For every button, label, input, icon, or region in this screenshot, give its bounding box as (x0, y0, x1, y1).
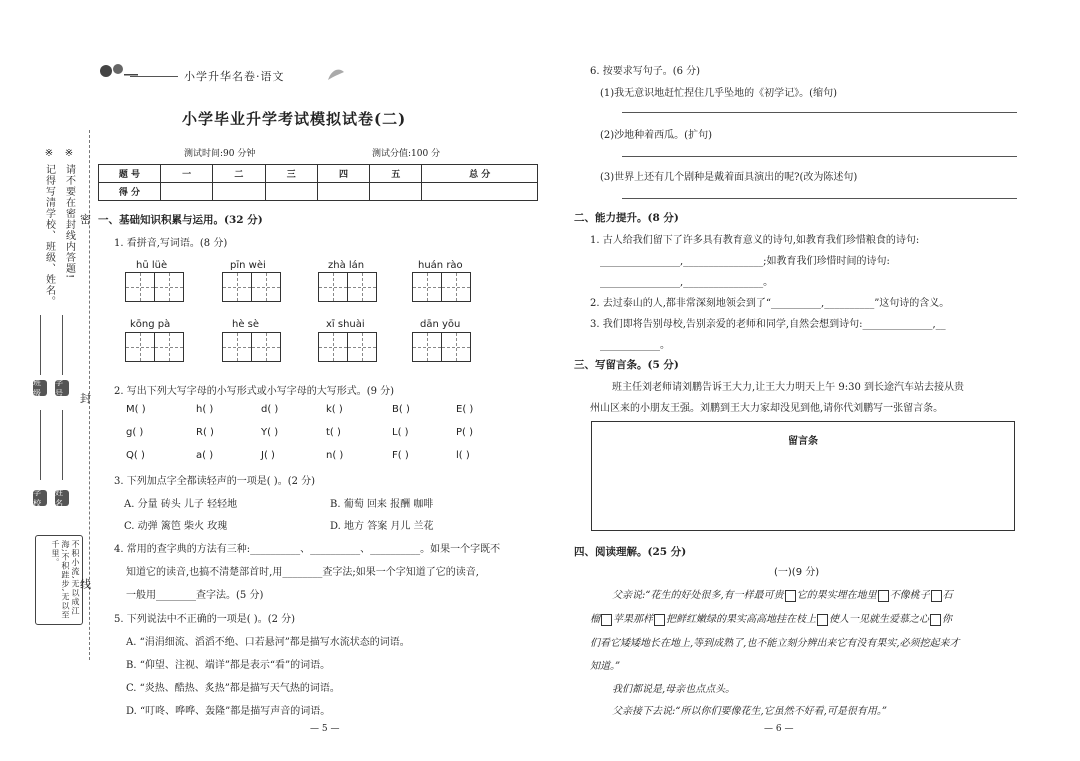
letter-blank[interactable]: n( ) (326, 450, 344, 461)
option-b[interactable]: B. “仰望、注视、端详”都是表示“看”的词语。 (126, 660, 331, 671)
score-table (98, 164, 538, 201)
margin-notice-2: ※ 记得写清学校、班级、姓名。 (43, 148, 55, 308)
logo-icon (98, 62, 138, 80)
field-line (62, 315, 63, 375)
reading-text: 你 (942, 614, 952, 625)
punct-box[interactable] (785, 590, 796, 602)
letter-blank[interactable]: l( ) (456, 450, 470, 461)
ability-q1-cont: ________________,________________。 (600, 277, 774, 288)
score-header-cell: 五 (370, 165, 422, 183)
score-header-cell: 总 分 (422, 165, 538, 183)
brand-title: 小学升华名卷·语文 (184, 70, 285, 83)
pinyin: huán rào (418, 260, 463, 271)
writing-grid[interactable] (318, 272, 348, 302)
question-4-cont: 一般用________查字法。(5 分) (126, 590, 264, 601)
pinyin: zhà lán (328, 260, 365, 271)
letter-blank[interactable]: h( ) (196, 404, 214, 415)
answer-line[interactable] (622, 112, 1017, 113)
writing-grid[interactable] (412, 272, 442, 302)
writing-grid[interactable] (222, 332, 252, 362)
option-d[interactable]: D. “叮咚、哗哗、轰隆”都是描写声音的词语。 (126, 706, 331, 717)
leaf-icon (326, 66, 346, 85)
score-header-cell: 二 (213, 165, 265, 183)
score-cell[interactable] (213, 183, 265, 201)
reading-text: 父亲说:“花生的好处很多,有一样最可贵 (612, 590, 784, 601)
reading-text: 石 (942, 590, 953, 601)
answer-line[interactable] (622, 198, 1017, 199)
exam-title: 小学毕业升学考试模拟试卷(二) (182, 110, 407, 128)
message-box-title: 留言条 (788, 436, 818, 447)
letter-blank[interactable]: J( ) (261, 450, 275, 461)
page-number: — 5 — (310, 724, 340, 734)
writing-grid[interactable] (347, 272, 377, 302)
seal-char: 线 (80, 578, 91, 591)
ability-q1-cont: ________________,________________;如教育我们珍惜时间的诗句: (600, 256, 890, 267)
letter-blank[interactable]: L( ) (392, 427, 409, 438)
writing-grid[interactable] (154, 332, 184, 362)
writing-grid[interactable] (347, 332, 377, 362)
answer-line[interactable] (622, 156, 1017, 157)
letter-blank[interactable]: B( ) (392, 404, 410, 415)
option-c[interactable]: C. 动弹 篱笆 柴火 玫瑰 (124, 521, 228, 532)
question-4: 4. 常用的查字典的方法有三种:__________、__________、__________。如果一个字既不 (114, 544, 501, 555)
question-1: 1. 看拼音,写词语。(8 分) (114, 238, 228, 249)
pinyin: dān yōu (420, 319, 461, 330)
section-2-heading: 二、能力提升。(8 分) (574, 212, 679, 224)
field-label-number: 学号 (55, 380, 69, 396)
page-number: — 6 — (764, 724, 794, 734)
letter-blank[interactable]: g( ) (126, 427, 144, 438)
field-line (62, 410, 63, 480)
reading-line: 知道。” (590, 661, 621, 672)
letter-blank[interactable]: E( ) (456, 404, 474, 415)
writing-grid[interactable] (251, 272, 281, 302)
writing-grid[interactable] (222, 272, 252, 302)
option-d[interactable]: D. 地方 答案 月儿 兰花 (330, 521, 434, 532)
ability-q3-cont: ____________。 (600, 340, 670, 351)
question-6-3: (3)世界上还有几个剧种是戴着面具演出的呢?(改为陈述句) (600, 172, 858, 183)
reading-text: 把鲜红嫩绿的果实高高地挂在枝上 (666, 614, 816, 625)
letter-blank[interactable]: P( ) (456, 427, 474, 438)
option-a[interactable]: A. “涓涓细流、滔滔不绝、口若悬河”都是描写水流状态的词语。 (126, 637, 410, 648)
field-label-class: 班级 (33, 380, 47, 396)
header-rule (130, 76, 178, 77)
question-6: 6. 按要求写句子。(6 分) (590, 66, 701, 77)
score-cell[interactable] (370, 183, 422, 201)
score-cell[interactable] (317, 183, 369, 201)
writing-grid[interactable] (125, 272, 155, 302)
punct-box[interactable] (817, 614, 828, 626)
seal-char: 密 (80, 213, 91, 226)
punct-box[interactable] (654, 614, 665, 626)
letter-blank[interactable]: Q( ) (126, 450, 145, 461)
pinyin: kōng pà (130, 319, 171, 330)
exam-time: 测试时间:90 分钟 (184, 149, 256, 159)
letter-blank[interactable]: a( ) (196, 450, 214, 461)
pinyin: hè sè (232, 319, 260, 330)
field-line (40, 315, 41, 375)
question-4-cont: 知道它的读音,也搞不清楚部首时,用________查字法;如果一个字知道了它的读音, (126, 567, 479, 578)
reading-line: 父亲接下去说:“所以你们要像花生,它虽然不好看,可是很有用。” (612, 706, 887, 717)
section-1-heading: 一、基础知识积累与运用。(32 分) (98, 214, 263, 226)
writing-grid[interactable] (441, 332, 471, 362)
seal-char: 封 (80, 392, 91, 405)
option-a[interactable]: A. 分量 砖头 儿子 轻轻地 (124, 499, 238, 510)
score-row-label: 得 分 (99, 183, 161, 201)
motto-box: 不积小流,无以成江海;不积跬步,无以至千里。 (35, 535, 83, 625)
reading-text: 榴 (590, 614, 600, 625)
score-cell[interactable] (265, 183, 317, 201)
reading-part-heading: (一)(9 分) (774, 567, 820, 578)
ability-q1: 1. 古人给我们留下了许多具有教育意义的诗句,如教育我们珍惜粮食的诗句: (590, 235, 920, 246)
question-3: 3. 下列加点字全都读轻声的一项是( )。(2 分) (114, 476, 316, 487)
option-c[interactable]: C. “炎热、酷热、炙热”都是描写天气热的词语。 (126, 683, 340, 694)
exam-score: 测试分值:100 分 (372, 149, 441, 159)
letter-blank[interactable]: M( ) (126, 404, 146, 415)
field-label-name: 姓名 (55, 490, 69, 506)
margin-notice: ※ 请不要在密封线内答题! (63, 148, 75, 280)
question-6-2: (2)沙地种着西瓜。(扩句) (600, 130, 712, 141)
punct-box[interactable] (601, 614, 612, 626)
section-4-heading: 四、阅读理解。(25 分) (574, 546, 687, 558)
writing-grid[interactable] (441, 272, 471, 302)
letter-blank[interactable]: d( ) (261, 404, 279, 415)
reading-text: 苹果那样 (613, 614, 653, 625)
reading-text: 它的果实埋在地里 (796, 590, 877, 601)
pinyin: xī shuài (326, 319, 365, 330)
ability-q2: 2. 去过泰山的人,都非常深刻地领会到了“__________,__________”这句诗的含义。 (590, 298, 950, 309)
message-prompt-cont: 州山区来的小朋友王强。刘鹏到王大力家却没见到他,请你代刘鹏写一张留言条。 (590, 403, 944, 414)
letter-blank[interactable]: F( ) (392, 450, 409, 461)
score-cell[interactable] (422, 183, 538, 201)
writing-grid[interactable] (154, 272, 184, 302)
reading-line: 们看它矮矮地长在地上,等到成熟了,也不能立刻分辨出来它有没有果实,必须挖起来才 (590, 638, 960, 649)
writing-grid[interactable] (251, 332, 281, 362)
reading-line: 我们都说是,母亲也点点头。 (612, 684, 736, 695)
reading-text: 使人一见就生爱慕之心 (829, 614, 929, 625)
letter-blank[interactable]: Y( ) (261, 427, 279, 438)
field-label-school: 学校 (33, 490, 47, 506)
score-header-cell: 三 (265, 165, 317, 183)
reading-text: 不像桃子 (889, 590, 930, 601)
question-2: 2. 写出下列大写字母的小写形式或小写字母的大写形式。(9 分) (114, 386, 395, 397)
punct-box[interactable] (930, 614, 941, 626)
option-b[interactable]: B. 葡萄 回来 报酬 咖啡 (330, 499, 434, 510)
score-header-cell: 四 (317, 165, 369, 183)
question-6-1: (1)我无意识地赶忙捏住几乎坠地的《初学记》。(缩句) (600, 88, 837, 99)
pinyin: pīn wèi (230, 260, 266, 271)
section-3-heading: 三、写留言条。(5 分) (574, 359, 679, 371)
score-header-cell: 题 号 (99, 165, 161, 183)
pinyin: hū lüè (136, 260, 168, 271)
letter-blank[interactable]: R( ) (196, 427, 214, 438)
writing-grid[interactable] (412, 332, 442, 362)
ability-q3: 3. 我们即将告别母校,告别亲爱的老师和同学,自然会想到诗句:______________,__ (590, 319, 946, 330)
question-5: 5. 下列说法中不正确的一项是( )。(2 分) (114, 614, 296, 625)
reading-line (612, 586, 953, 602)
letter-blank[interactable]: t( ) (326, 427, 341, 438)
letter-blank[interactable]: k( ) (326, 404, 343, 415)
message-box[interactable] (591, 421, 1015, 531)
writing-grid[interactable] (318, 332, 348, 362)
punct-box[interactable] (931, 590, 942, 602)
writing-grid[interactable] (125, 332, 155, 362)
punct-box[interactable] (878, 590, 889, 602)
score-cell[interactable] (161, 183, 213, 201)
score-header-cell: 一 (161, 165, 213, 183)
message-prompt: 班主任刘老师请刘鹏告诉王大力,让王大力明天上午 9:30 到长途汽车站去接从贵 (612, 382, 964, 393)
field-line (40, 410, 41, 480)
reading-line (590, 610, 952, 626)
